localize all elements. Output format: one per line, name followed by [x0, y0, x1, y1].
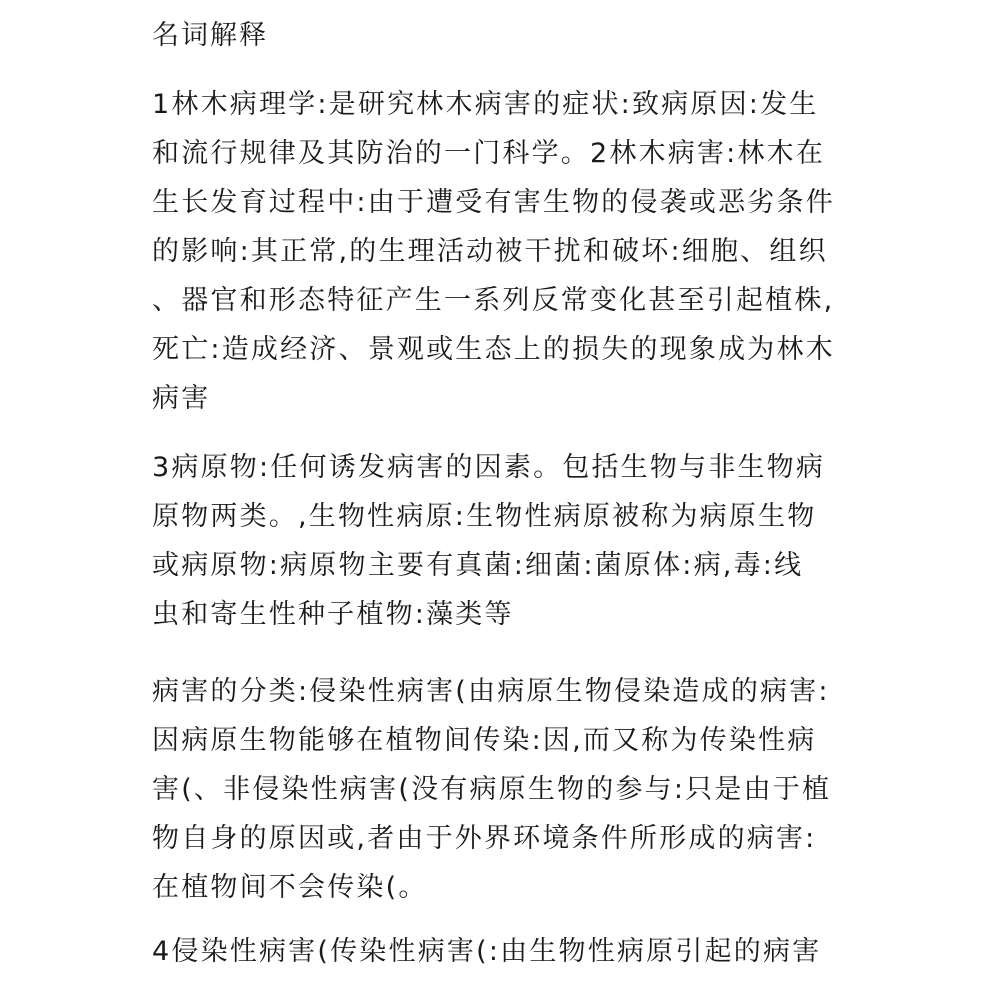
text-line: 的影响:其正常,的生理活动被干扰和破坏:细胞、组织 — [152, 236, 828, 267]
text-line: 在植物间不会传染(。 — [152, 872, 428, 903]
text-line: 和流行规律及其防治的一门科学。2林木病害:林木在 — [152, 138, 826, 169]
paragraph-definition-infectious-disease — [152, 927, 932, 976]
text-line: 4侵染性病害(传染性病害(:由生物性病原引起的病害 — [152, 936, 822, 967]
text-line: 3病原物:任何诱发病害的因素。包括生物与非生物病 — [152, 452, 826, 483]
text-line: 死亡:造成经济、景观或生态上的损失的现象成为林木 — [152, 334, 835, 365]
text-line: 物自身的原因或,者由于外界环境条件所形成的病害: — [152, 823, 817, 854]
text-line: 或病原物:病原物主要有真菌:细菌:菌原体:病,毒:线 — [152, 550, 804, 581]
text-line: 虫和寄生性种子植物:藻类等 — [152, 599, 514, 630]
paragraph-disease-classification — [152, 667, 932, 912]
document-heading: 名词解释 — [152, 20, 268, 51]
text-line: 病害的分类:侵染性病害(由病原生物侵染造成的病害: — [152, 676, 830, 707]
text-line: 因病原生物能够在植物间传染:因,而又称为传染性病 — [152, 725, 817, 756]
text-line: 病害 — [152, 383, 211, 414]
text-line: 原物两类。,生物性病原:生物性病原被称为病原生物 — [152, 501, 817, 532]
text-line: 害(、非侵染性病害(没有病原生物的参与:只是由于植 — [152, 774, 832, 805]
paragraph-definition-pathogen — [152, 443, 932, 639]
text-line: 生长发育过程中:由于遭受有害生物的侵袭或恶劣条件 — [152, 187, 835, 218]
text-line: 、器官和形态特征产生一系列反常变化甚至引起植株, — [152, 285, 835, 316]
text-line: 1林木病理学:是研究林木病害的症状:致病原因:发生 — [152, 89, 819, 120]
paragraph-definitions-forest-pathology — [152, 80, 932, 423]
